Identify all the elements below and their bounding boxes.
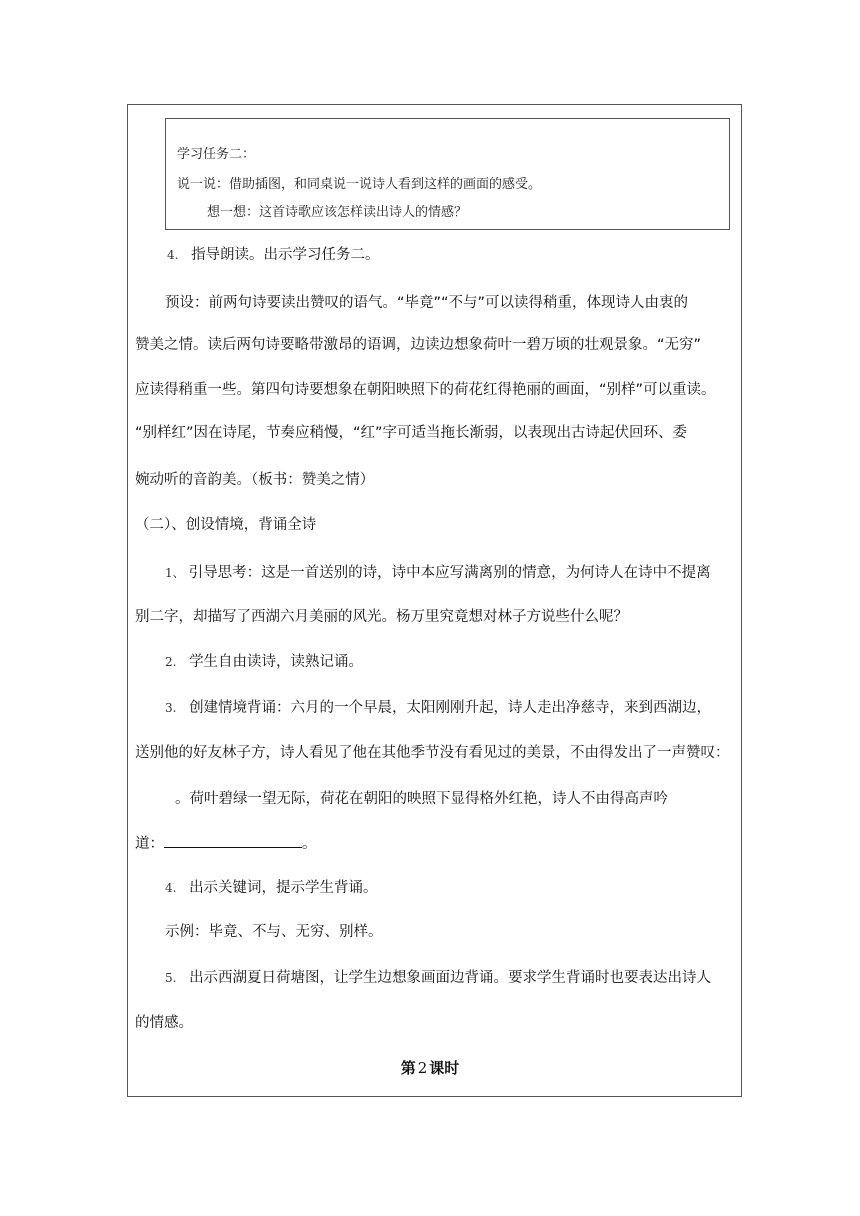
preset-line-1: 预设：前两句诗要读出赞叹的语气。“毕竟”“不与”可以读得稍重，体现诗人由衷的: [165, 295, 689, 311]
step-number: 4.: [167, 248, 179, 262]
item-text: 引导思考：这是一首送别的诗，诗中本应写满离别的情意，为何诗人在诗中不提离: [188, 565, 711, 581]
item-5-line-1: [165, 968, 711, 988]
item-3-line-4: [135, 833, 317, 854]
item-number: 1、: [165, 566, 185, 580]
item-text: 出示关键词，提示学生背诵。: [189, 880, 378, 896]
item-5-line-2: 的情感。: [135, 1015, 193, 1031]
lesson-prefix: 第: [400, 1059, 416, 1077]
item-number: 3.: [165, 701, 177, 715]
step-4-guided-reading: [167, 245, 380, 265]
preset-line-3: 应读得稍重一些。第四句诗要想象在朝阳映照下的荷花红得艳丽的画面，“别样”可以重读。: [135, 382, 716, 398]
item-text: 出示西湖夏日荷塘图，让学生边想象画面边背诵。要求学生背诵时也要表达出诗人: [189, 970, 712, 986]
task-title: 学习任务二：: [177, 147, 256, 162]
item-2: [165, 652, 363, 672]
item-text: 道：: [135, 836, 164, 852]
item-text: 创建情境背诵：六月的一个早晨，太阳刚刚升起，诗人走出净慈寺，来到西湖边，: [189, 700, 712, 716]
item-4: [165, 878, 378, 898]
learning-task-box: [165, 118, 730, 230]
preset-line-2: 赞美之情。读后两句诗要略带激昂的语调，边读边想象荷叶一碧万顷的壮观景象。“无穷”: [135, 337, 702, 353]
lesson-number: 2: [417, 1059, 428, 1077]
lesson-title: [0, 1057, 860, 1078]
fill-in-blank: [164, 833, 302, 848]
item-text: 学生自由读诗，读熟记诵。: [189, 654, 364, 670]
section-heading: （二）、创设情境，背诵全诗: [135, 517, 317, 533]
item-text: 。: [302, 836, 317, 852]
task-line-speak: 说一说：借助插图，和同桌说一说诗人看到这样的画面的感受。: [177, 177, 542, 192]
step-text: 指导朗读。出示学习任务二。: [191, 247, 380, 263]
lesson-suffix: 课时: [429, 1059, 460, 1077]
item-1-line-2: 别二字，却描写了西湖六月美丽的风光。杨万里究竟想对林子方说些什么呢？: [135, 609, 628, 625]
item-number: 5.: [165, 971, 177, 985]
preset-line-5: 婉动听的音韵美。（板书：赞美之情）: [135, 472, 375, 488]
item-3-line-3: 。荷叶碧绿一望无际，荷花在朝阳的映照下显得格外红艳，诗人不由得高声吟: [175, 791, 668, 807]
item-3-line-1: [165, 698, 711, 718]
item-3-line-2: 送别他的好友林子方，诗人看见了他在其他季节没有看见过的美景，不由得发出了一声赞叹：: [135, 745, 730, 761]
task-line-think: 想一想：这首诗歌应该怎样读出诗人的情感？: [207, 205, 468, 220]
preset-line-4: “别样红”因在诗尾，节奏应稍慢，“红”字可适当拖长渐弱，以表现出古诗起伏回环、委: [135, 425, 688, 441]
item-number: 2.: [165, 655, 177, 669]
item-4-example: 示例：毕竟、不与、无穷、别样。: [165, 924, 383, 940]
item-number: 4.: [165, 881, 177, 895]
item-1-line-1: [165, 563, 711, 583]
